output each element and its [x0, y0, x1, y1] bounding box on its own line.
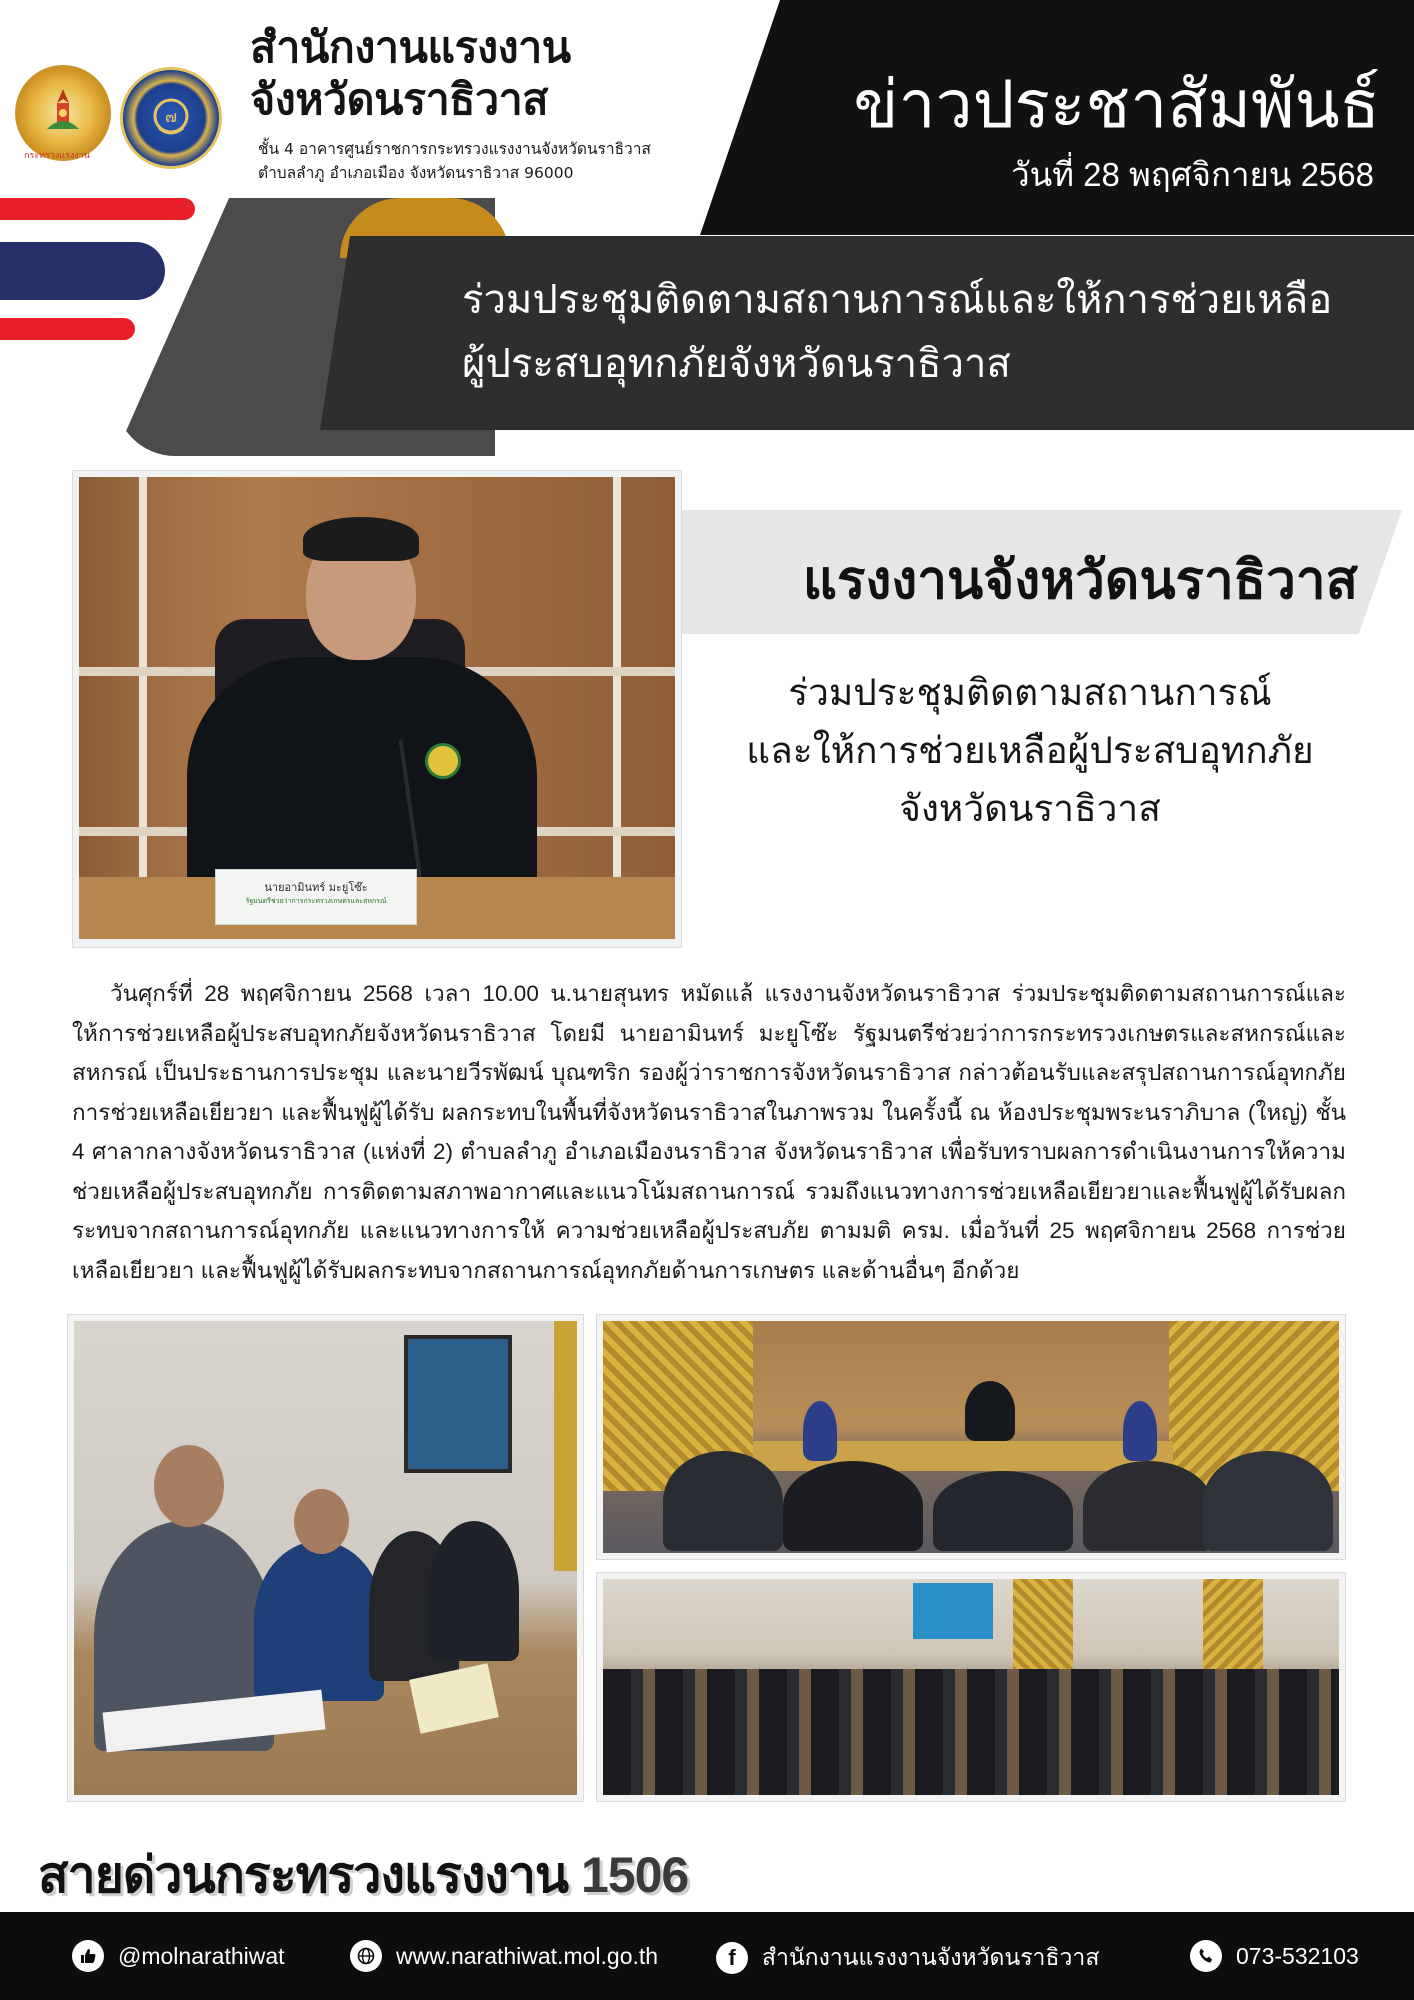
organization-name-line1: สำนักงานแรงงาน	[250, 24, 571, 72]
headline	[462, 268, 1332, 396]
ministry-emblem-icon	[33, 83, 93, 143]
department-tag: แรงงานจังหวัดนราธิวาส	[802, 551, 1358, 610]
nameplate-title: รัฐมนตรีช่วยว่าการกระทรวงเกษตรและสหกรณ์	[245, 897, 387, 905]
release-date: วันที่ 28 พฤศจิกายน 2568	[1011, 156, 1374, 193]
logo-caption: กระทรวงแรงงาน	[24, 151, 90, 161]
phone-icon	[1190, 1940, 1222, 1972]
hotline-number: 1506	[580, 1847, 689, 1903]
ministry-of-labour-logo	[15, 65, 111, 161]
gallery-photo-3	[596, 1572, 1346, 1802]
footer-website[interactable]	[350, 1940, 658, 1972]
headline-line1: ร่วมประชุมติดตามสถานการณ์และให้การช่วยเหลือ	[462, 278, 1333, 322]
gallery-photo-1	[67, 1314, 584, 1802]
facebook-page: สำนักงานแรงงานจังหวัดนราธิวาส	[762, 1944, 1100, 1970]
main-photo-frame	[72, 470, 682, 948]
footer-facebook[interactable]	[716, 1940, 1099, 1976]
flag-stripe-red-top	[0, 198, 195, 220]
thumbs-up-icon	[72, 1940, 104, 1972]
website-url: www.narathiwat.mol.go.th	[396, 1942, 659, 1969]
address-line1: ชั้น 4 อาคารศูนย์ราชการกระทรวงแรงงานจังหวัดนราธิวาส	[258, 140, 651, 158]
press-release-title: ข่าวประชาสัมพันธ์	[853, 67, 1380, 141]
subheadline-line3: จังหวัดนราธิวาส	[899, 788, 1161, 829]
nameplate	[215, 869, 417, 925]
provincial-seal-icon	[141, 88, 201, 148]
globe-icon	[350, 1940, 382, 1972]
footer-line-account[interactable]	[72, 1940, 285, 1972]
provincial-seal-logo	[120, 67, 222, 169]
organization-name	[250, 22, 571, 126]
footer-phone[interactable]	[1190, 1940, 1359, 1972]
line-handle: @molnarathiwat	[118, 1942, 285, 1969]
svg-text:๗: ๗	[164, 107, 178, 126]
news-body-paragraph: วันศุกร์ที่ 28 พฤศจิกายน 2568 เวลา 10.00 น.นายสุนทร หมัดแล้ แรงงานจังหวัดนราธิวาส ร่วมประชุมติดตามสถานการณ์และให้การช่วยเหลือผู้ประสบอุทกภัยจังหวัดนราธิวาส โดยมี นายอามินทร์ มะยูโซ๊ะ รัฐมนตรีช่วยว่าการกระทรวงเกษตรและสหกรณ์และสหกรณ์ เป็นประธานการประชุม และนายวีรพัฒน์ บุณฑริก รองผู้ว่าราชการจังหวัดนราธิวาส กล่าวต้อนรับและสรุปสถานการณ์อุทกภัย การช่วยเหลือเยียวยา และฟื้นฟูผู้ได้รับ ผลกระทบในพื้นที่จังหวัดนราธิวาสในภาพรวม ในครั้งนี้ ณ ห้องประชุมพระนราภิบาล (ใหญ่) ชั้น 4 ศาลากลางจังหวัดนราธิวาส (แห่งที่ 2) ตำบลลำภู อำเภอเมืองนราธิวาส จังหวัดนราธิวาส เพื่อรับทราบผลการดำเนินงานการให้ความช่วยเหลือผู้ประสบอุทกภัย การติดตามสภาพอากาศและแนวโน้มสถานการณ์ รวมถึงแนวทางการช่วยเหลือเยียวยาและฟื้นฟูผู้ได้รับผลกระทบจากสถานการณ์อุทกภัย และแนวทางการให้ ความช่วยเหลือผู้ประสบภัย ตามมติ ครม. เมื่อวันที่ 25 พฤศจิกายน 2568 การช่วยเหลือเยียวยา และฟื้นฟูผู้ได้รับผลกระทบจากสถานการณ์อุทกภัยด้านการเกษตร และด้านอื่นๆ อีกด้วย	[72, 981, 1346, 1283]
subheadline-line1: ร่วมประชุมติดตามสถานการณ์	[788, 672, 1272, 713]
flag-stripe-blue	[0, 242, 165, 300]
gallery-photo-2	[596, 1314, 1346, 1560]
address-line2: ตำบลลำภู อำเภอเมือง จังหวัดนราธิวาส 96000	[258, 164, 574, 182]
headline-line2: ผู้ประสบอุทกภัยจังหวัดนราธิวาส	[462, 342, 1011, 386]
main-photo	[79, 477, 675, 939]
flag-stripe-red-bottom	[0, 318, 135, 340]
flag-stripe-white-top	[0, 220, 180, 242]
phone-number: 073-532103	[1236, 1942, 1359, 1969]
facebook-icon: f	[716, 1942, 748, 1974]
nameplate-name: นายอามินทร์ มะยูโซ๊ะ	[264, 881, 368, 894]
subheadline	[700, 664, 1360, 838]
hotline	[38, 1836, 688, 1915]
subheadline-line2: และให้การช่วยเหลือผู้ประสบอุทกภัย	[746, 730, 1314, 771]
organization-name-line2: จังหวัดนราธิวาส	[250, 76, 549, 124]
organization-address	[258, 137, 651, 185]
hotline-label: สายด่วนกระทรวงแรงงาน	[38, 1847, 569, 1903]
